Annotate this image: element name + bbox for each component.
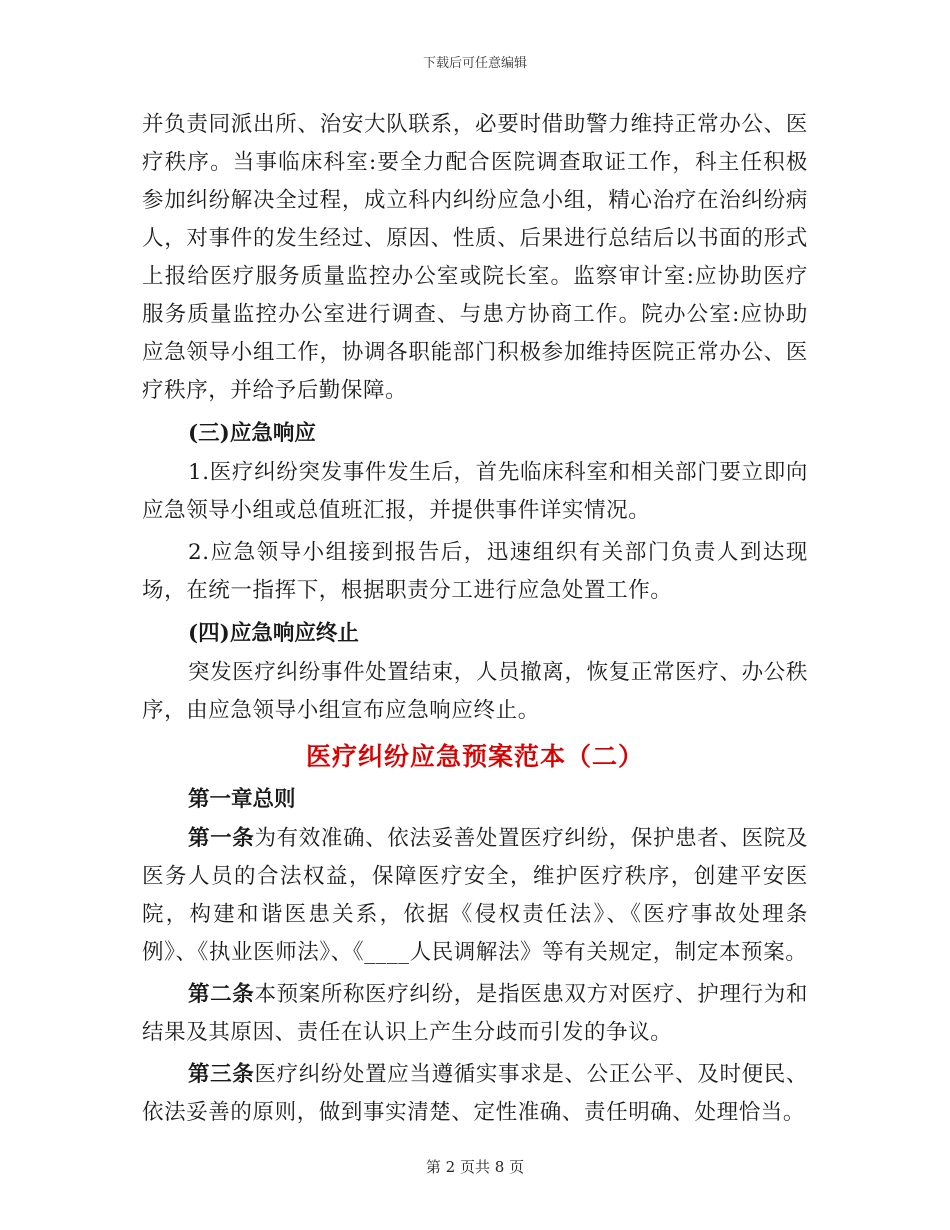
page-header: 下载后可任意编辑 <box>422 56 527 71</box>
chapter-heading: 第一章总则 <box>188 787 296 812</box>
list-item-2: 2.应急领导小组接到报告后，迅速组织有关部门负责人到达现场，在统一指挥下，根据职责分工进行应急处置工作。 <box>142 540 808 603</box>
document-body <box>142 106 808 1132</box>
list-item-1: 1.医疗纠纷突发事件发生后，首先临床科室和相关部门要立即向应急领导小组或总值班汇报，并提供事件详实情况。 <box>142 460 808 523</box>
article-2-label: 第二条 <box>188 982 255 1007</box>
heading-emergency-response: (三)应急响应 <box>188 421 316 446</box>
article-2-text: 本预案所称医疗纠纷，是指医患双方对医疗、护理行为和结果及其原因、责任在认识上产生分歧而引发的争议。 <box>142 982 808 1045</box>
section-title: 医疗纠纷应急预案范本（二） <box>305 742 644 771</box>
article-3-label: 第三条 <box>188 1062 255 1087</box>
article-1-text: 为有效准确、依法妥善处置医疗纠纷，保护患者、医院及医务人员的合法权益，保障医疗安全，维护医疗秩序，创建平安医院，构建和谐医患关系，依据《侵权责任法》、《医疗事故处理条例》、《执业医师法》、《____人民调解法》等有关规定，制定本预案。 <box>142 826 808 965</box>
article-1 <box>142 820 808 972</box>
paragraph-termination: 突发医疗纠纷事件处置结束，人员撤离，恢复正常医疗、办公秩序，由应急领导小组宣布应急响应终止。 <box>142 660 808 723</box>
article-2 <box>142 976 808 1052</box>
page-footer: 第 2 页共 8 页 <box>425 1158 525 1176</box>
paragraph-responsibilities: 并负责同派出所、治安大队联系，必要时借助警力维持正常办公、医疗秩序。当事临床科室:要全力配合医院调查取证工作，科主任积极参加纠纷解决全过程，成立科内纠纷应急小组，精心治疗在治纠纷病人，对事件的发生经过、原因、性质、后果进行总结后以书面的形式上报给医疗服务质量监控办公室或院长室。监察审计室:应协助医疗服务质量监控办公室进行调查、与患方协商工作。院办公室:应协助应急领导小组工作，协调各职能部门积极参加维持医院正常办公、医疗秩序，并给予后勤保障。 <box>142 112 808 403</box>
article-1-label: 第一条 <box>188 826 255 851</box>
heading-response-termination: (四)应急响应终止 <box>188 621 359 646</box>
article-3 <box>142 1056 808 1132</box>
article-3-text: 医疗纠纷处置应当遵循实事求是、公正公平、及时便民、依法妥善的原则，做到事实清楚、定性准确、责任明确、处理恰当。 <box>142 1062 808 1125</box>
